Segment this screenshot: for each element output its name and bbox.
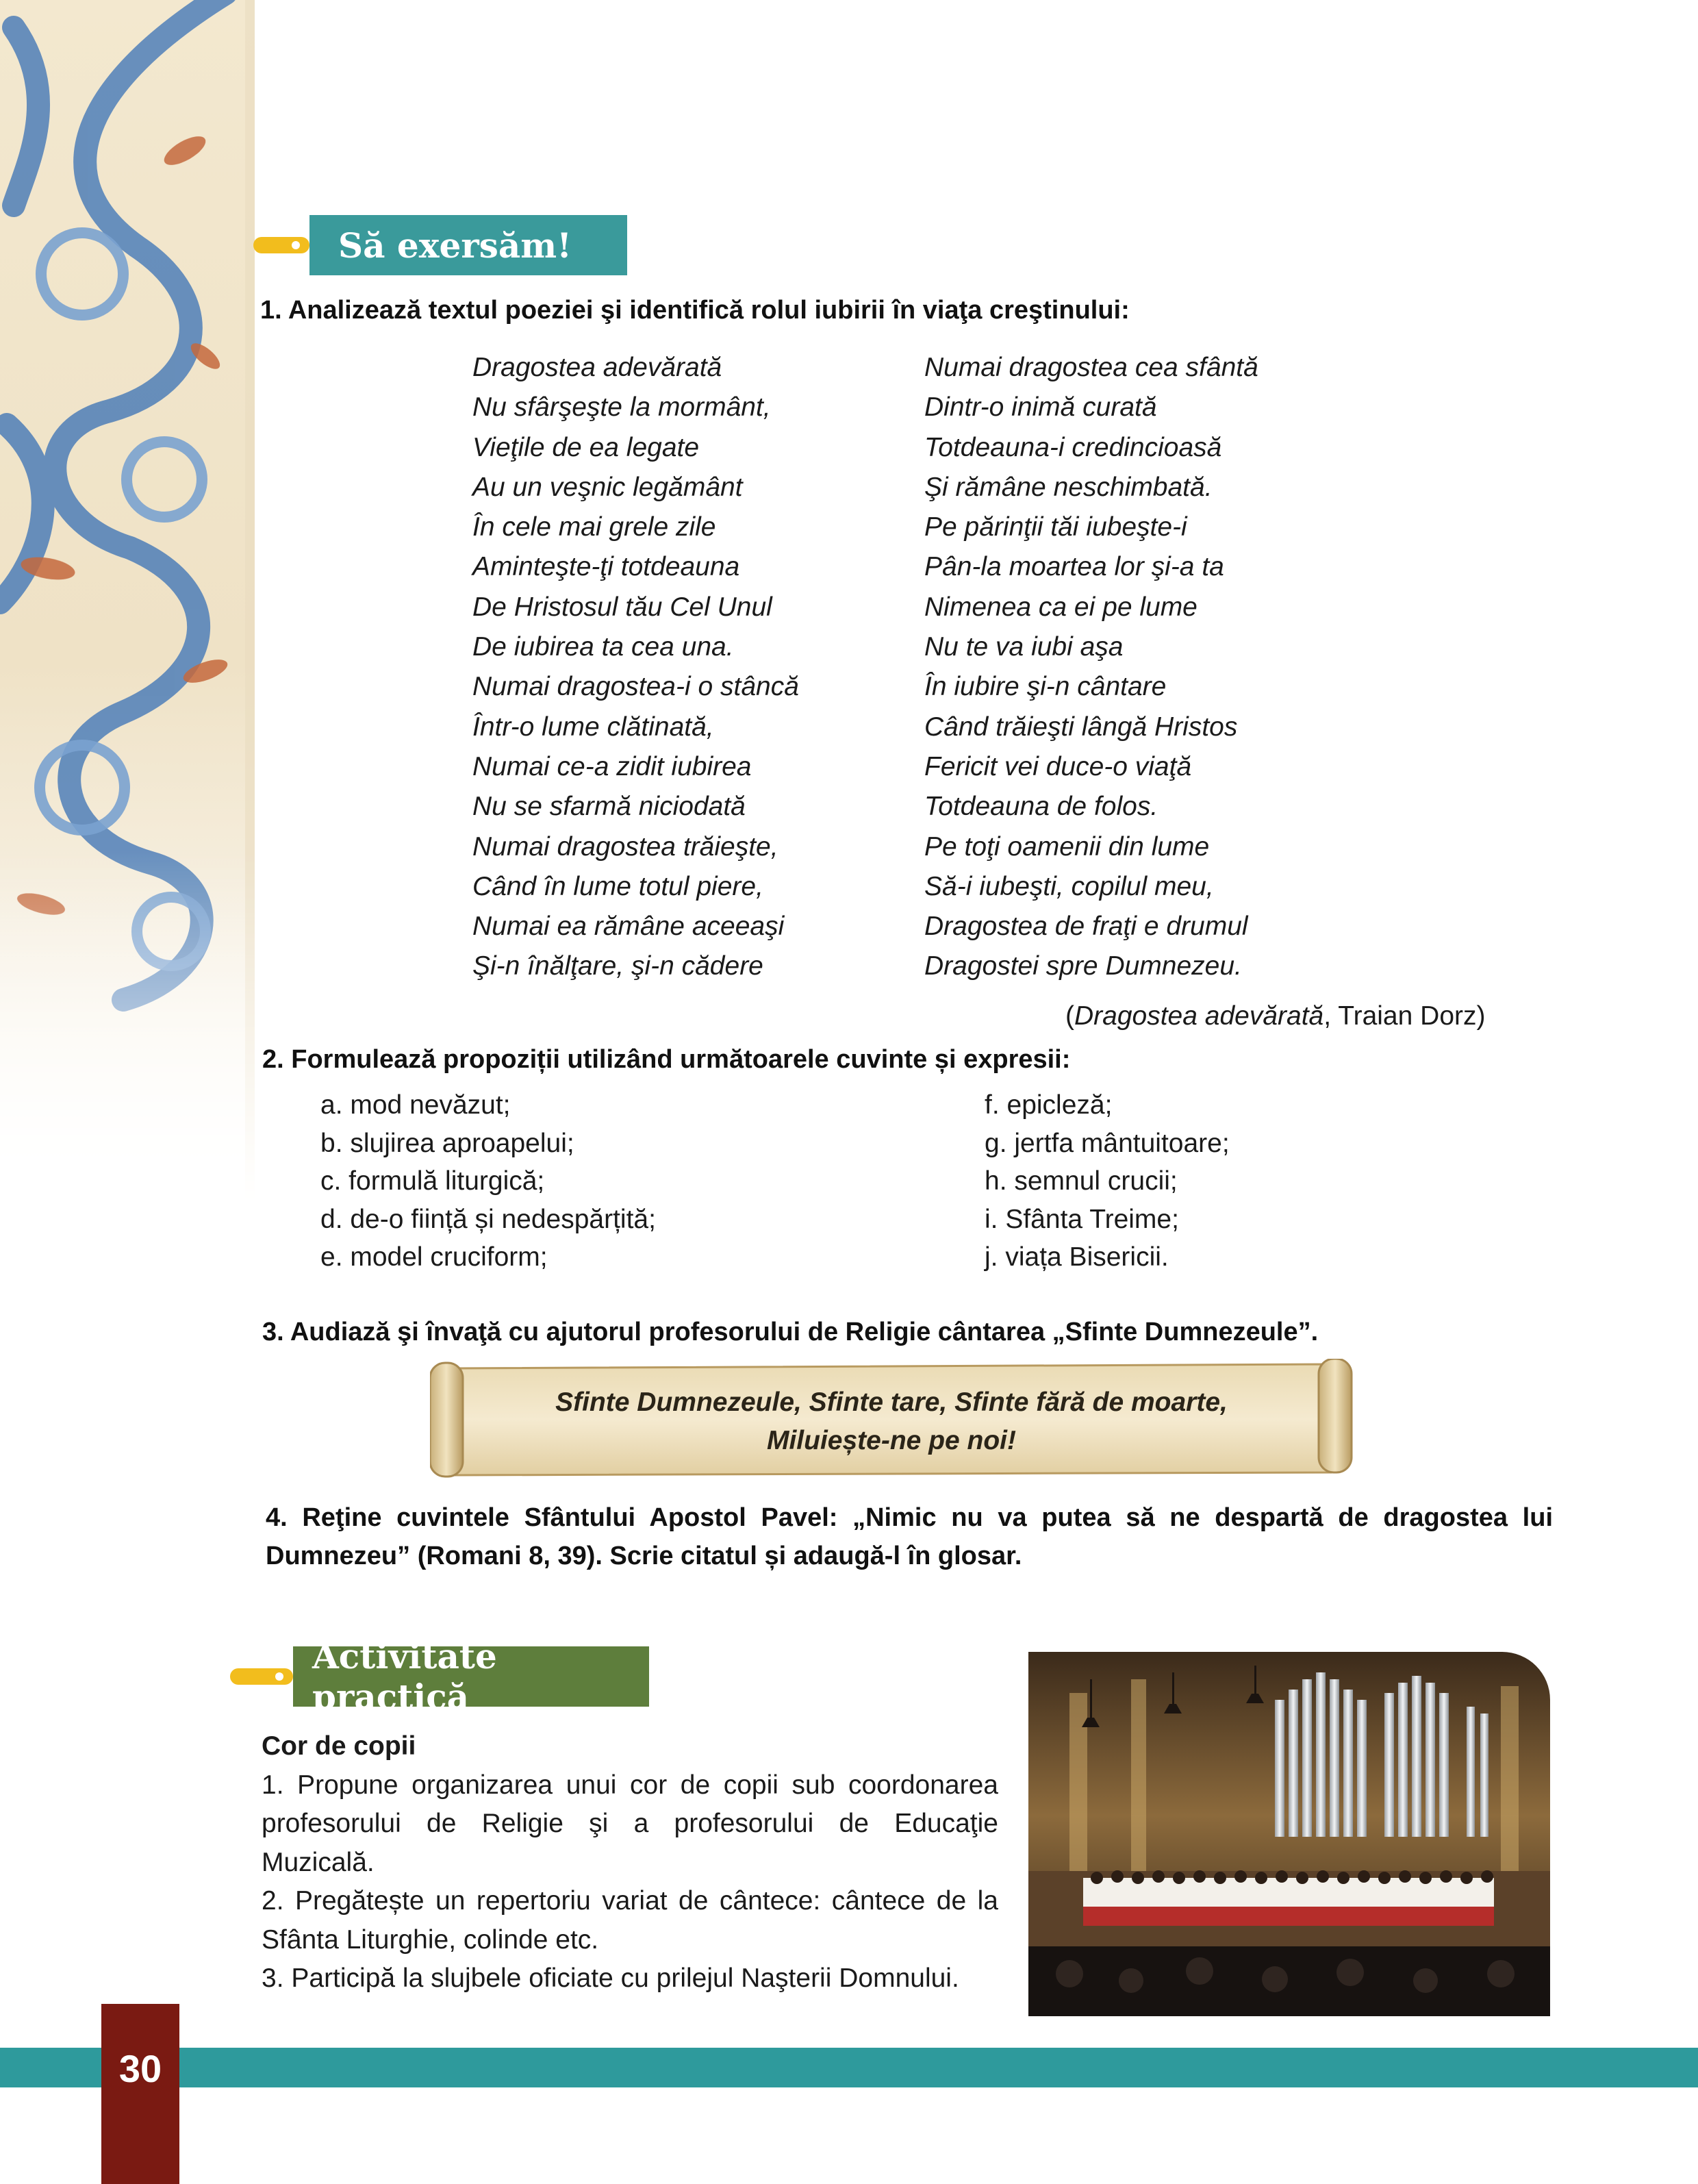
poem-line: Dragostea de fraţi e drumul: [924, 912, 1248, 942]
poem-line: Când trăieşti lângă Hristos: [924, 712, 1238, 742]
activity-line: Sfânta Liturghie, colinde etc.: [262, 1924, 599, 1955]
q2-right-list: [985, 1086, 1230, 1277]
q4-block: [266, 1498, 1553, 1575]
activity-section-title: Activitate practică: [293, 1646, 649, 1707]
decorative-ornament-border: [0, 0, 255, 1205]
q4-line-2: Dumnezeu” (Romani 8, 39). Scrie citatul și adaugă-l în glosar.: [266, 1542, 1022, 1570]
poem-line: Când în lume totul piere,: [472, 871, 763, 901]
list-item: j. viața Bisericii.: [985, 1242, 1169, 1272]
poem-line: Nu sfârşeşte la mormânt,: [472, 392, 771, 423]
list-item: d. de-o ființă și nedespărțită;: [320, 1204, 656, 1234]
exercise-section-header: [253, 215, 627, 275]
poem-line: Numai ea rămâne aceeaşi: [472, 912, 785, 942]
poem-line: În cele mai grele zile: [472, 512, 716, 542]
poem-line: Dragostea adevărată: [472, 353, 722, 382]
list-item: g. jertfa mântuitoare;: [985, 1128, 1230, 1158]
poem-line: Fericit vei duce-o viaţă: [924, 751, 1192, 781]
footer-band: [0, 2048, 1698, 2087]
section-tab-marker: [253, 237, 309, 253]
poem-line: Totdeauna-i credincioasă: [924, 432, 1222, 462]
source-open-paren: (: [1065, 1001, 1074, 1031]
choir-concert-image: [1028, 1652, 1550, 2016]
list-item: b. slujirea aproapelui;: [320, 1128, 574, 1158]
poem-line: Numai ce-a zidit iubirea: [472, 751, 752, 781]
list-item: e. model cruciform;: [320, 1242, 548, 1272]
q2-heading: 2. Formulează propoziții utilizând următoarele cuvinte și expresii:: [262, 1045, 1071, 1074]
poem-line: Şi-n înălţare, şi-n cădere: [472, 951, 763, 981]
poem-line: Numai dragostea trăieşte,: [472, 831, 778, 862]
section-tab-marker: [230, 1668, 293, 1685]
poem-line: Numai dragostea-i o stâncă: [472, 672, 799, 702]
q3-heading: 3. Audiază şi învaţă cu ajutorul profesorului de Religie cântarea „Sfinte Dumnezeule”.: [262, 1318, 1319, 1346]
poem-line: Totdeauna de folos.: [924, 792, 1158, 822]
poem-line: Dintr-o inimă curată: [924, 392, 1157, 423]
exercise-section-title: Să exersăm!: [309, 215, 627, 275]
source-title: Dragostea adevărată: [1074, 1001, 1324, 1031]
source-author: , Traian Dorz): [1323, 1001, 1486, 1031]
scroll-text: [430, 1383, 1353, 1460]
activity-line: 3. Participă la slujbele oficiate cu prilejul Naşterii Domnului.: [262, 1963, 959, 1993]
list-item: h. semnul crucii;: [985, 1166, 1178, 1196]
poem-line: Pân-la moartea lor şi-a ta: [924, 552, 1224, 582]
list-item: f. epicleză;: [985, 1090, 1113, 1120]
hymn-line-2: Miluiește-ne pe noi!: [766, 1426, 1017, 1455]
poem-line: Pe toţi oamenii din lume: [924, 831, 1210, 862]
poem-line: De Hristosul tău Cel Unul: [472, 592, 772, 622]
poem-line: Dragostei spre Dumnezeu.: [924, 951, 1242, 981]
poem-line: Într-o lume clătinată,: [472, 712, 714, 742]
poem-line: De iubirea ta cea una.: [472, 632, 734, 662]
activity-text: [262, 1727, 998, 1998]
poem-line: Aminteşte-ţi totdeauna: [472, 552, 740, 582]
poem-source: [1065, 997, 1485, 1035]
parchment-scroll: [430, 1359, 1353, 1479]
poem-line: Nimenea ca ei pe lume: [924, 592, 1198, 622]
activity-section-header: [230, 1636, 649, 1717]
list-item: c. formulă liturgică;: [320, 1166, 545, 1196]
q1-heading: 1. Analizează textul poeziei şi identifică rolul iubirii în viaţa creştinului:: [260, 296, 1130, 325]
list-item: i. Sfânta Treime;: [985, 1204, 1179, 1234]
activity-line: Muzicală.: [262, 1847, 375, 1877]
poem-line: Pe părinţii tăi iubeşte-i: [924, 512, 1187, 542]
hymn-line-1: Sfinte Dumnezeule, Sfinte tare, Sfinte fără de moarte,: [555, 1388, 1228, 1417]
q4-line-1: 4. Reţine cuvintele Sfântului Apostol Pavel: „Nimic nu va putea să ne despartă de dragostea lui: [266, 1503, 1553, 1532]
poem-line: În iubire şi-n cântare: [924, 672, 1167, 702]
poem-right-column: [924, 348, 1258, 987]
poem-line: Au un veşnic legământ: [472, 472, 743, 502]
list-item: a. mod nevăzut;: [320, 1090, 511, 1120]
poem-left-column: [472, 348, 799, 987]
choir-photo: [1028, 1652, 1550, 2016]
page-number: 30: [101, 2004, 179, 2184]
poem-line: Să-i iubeşti, copilul meu,: [924, 871, 1214, 901]
activity-line: 1. Propune organizarea unui cor de copii sub coordonarea: [262, 1770, 998, 1800]
activity-subtitle: Cor de copii: [262, 1731, 416, 1761]
poem-line: Nu se sfarmă niciodată: [472, 792, 746, 822]
activity-line: 2. Pregătește un repertoriu variat de cântece: cântece de la: [262, 1886, 998, 1916]
poem-line: Numai dragostea cea sfântă: [924, 353, 1258, 382]
activity-line: profesorului de Religie şi a profesorului de Educaţie: [262, 1809, 998, 1838]
poem-line: Şi rămâne neschimbată.: [924, 472, 1213, 502]
q2-left-list: [320, 1086, 656, 1277]
poem-line: Vieţile de ea legate: [472, 432, 700, 462]
ornament-fade: [0, 849, 255, 1205]
poem-line: Nu te va iubi aşa: [924, 632, 1124, 662]
